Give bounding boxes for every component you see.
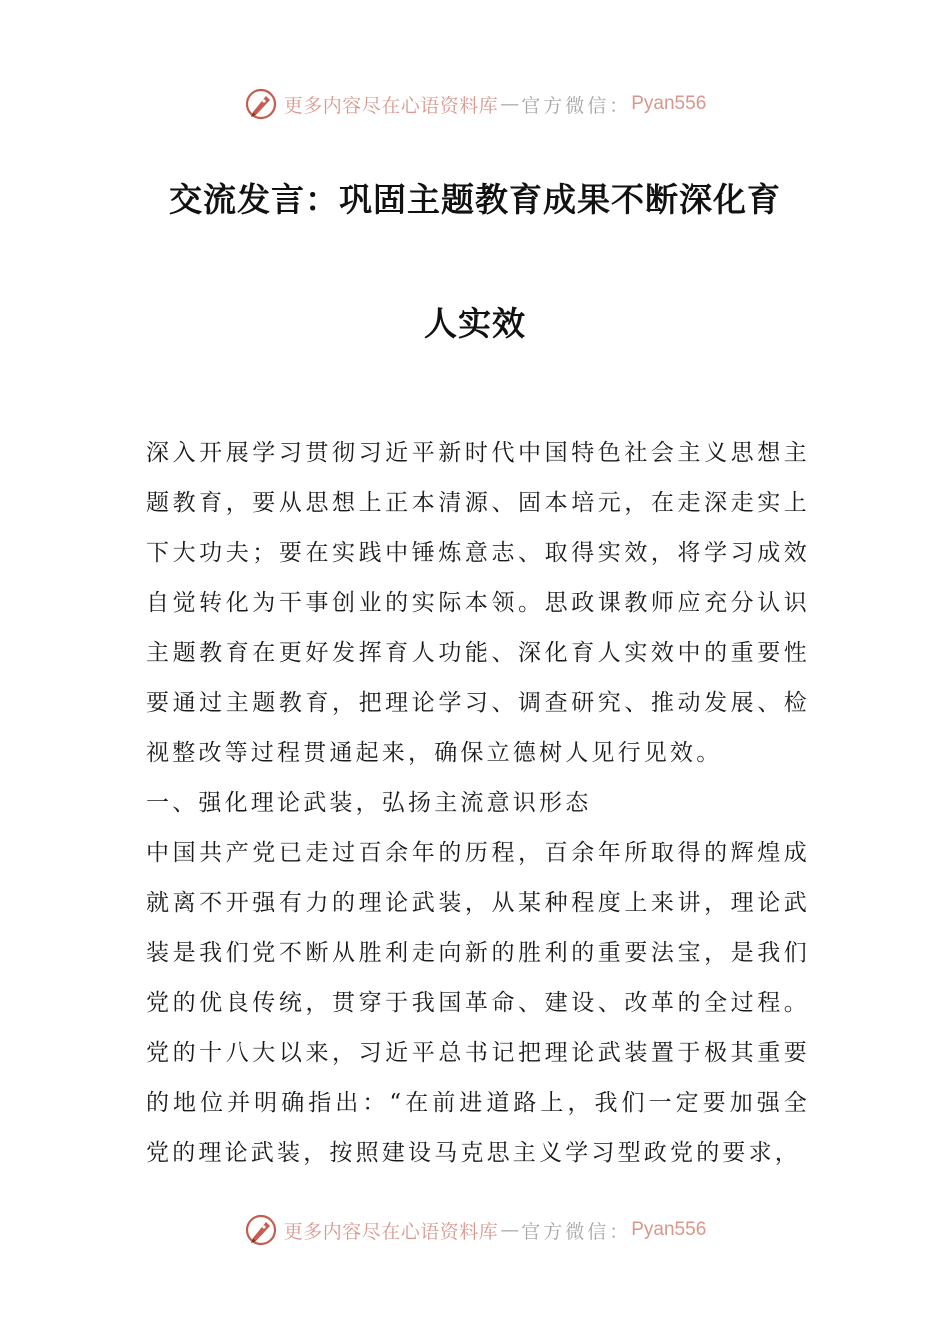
pen-nib-logo-icon [244, 87, 278, 121]
body-paragraph: 中国共产党已走过百余年的历程，百余年所取得的辉煌成就离不开强有力的理论武装，从某种程度上来讲，理论武装是我们党不断从胜利走向新的胜利的重要法宝，是我们党的优良传统，贯穿于我国革命、建设、改革的全过程。党的十八大以来，习近平总书记把理论武装置于极其重要的地位并明确指出：“在前进道路上，我们一定要加强全党的理论武装，按照建设马克思主义学习型政党的要求， [146, 840, 810, 1166]
banner-label: 官方微信： [521, 94, 632, 117]
banner-wechat-id: Pyan556 [631, 1219, 707, 1240]
document-title-line-2: 人实效 [424, 304, 526, 343]
banner-text: 更多内容尽在心语资料库 [283, 1220, 499, 1243]
body-paragraph: 深入开展学习贯彻习近平新时代中国特色社会主义思想主题教育，要从思想上正本清源、固本培元，在走深走实上下大功夫；要在实践中锤炼意志、取得实效，将学习成效自觉转化为干事创业的实际本领。思政课教师应充分认识主题教育在更好发挥育人功能、深化育人实效中的重要性要通过主题教育，把理论学习、调查研究、推动发展、检视整改等过程贯通起来，确保立德树人见行见效。 [146, 440, 810, 766]
footer-banner [0, 1208, 950, 1252]
section-heading: 一、强化理论武装，弘扬主流意识形态 [146, 790, 592, 816]
header-banner [0, 82, 950, 126]
banner-dash: — [500, 1219, 520, 1241]
banner-wechat-id: Pyan556 [631, 93, 707, 114]
pen-nib-logo-icon [244, 1213, 278, 1247]
banner-text: 更多内容尽在心语资料库 [283, 94, 499, 117]
banner-dash: — [500, 93, 520, 115]
document-body [146, 428, 810, 1178]
document-title-line-1: 交流发言：巩固主题教育成果不断深化育 [169, 180, 781, 219]
banner-label: 官方微信： [521, 1220, 632, 1243]
